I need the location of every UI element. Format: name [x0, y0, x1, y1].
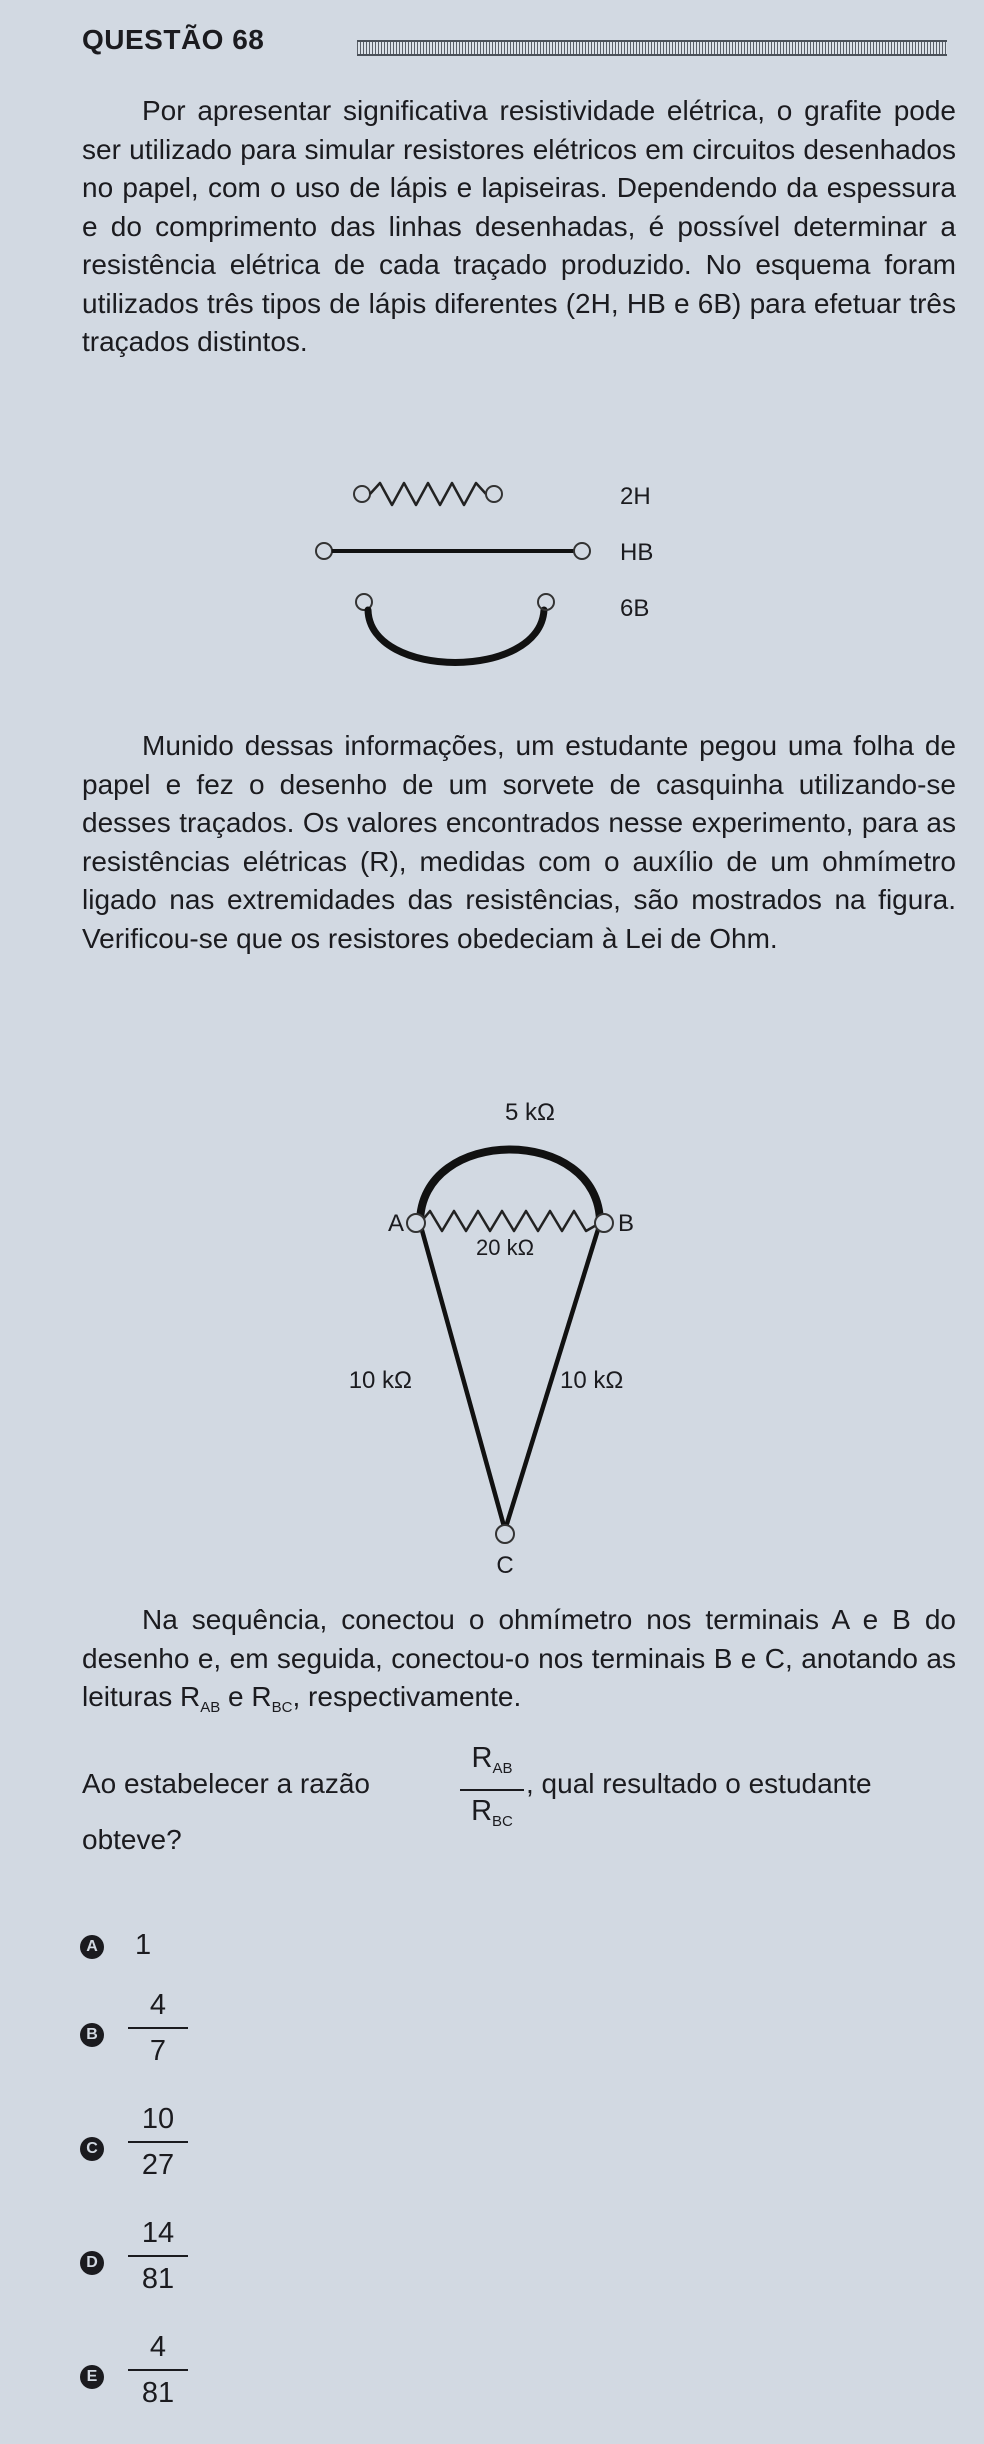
answer-options — [80, 1925, 480, 2425]
experiment-paragraph: Munido dessas informações, um estudante pegou uma folha de papel e fez o desenho de um sorvete de casquinha utilizando-se desses traçados. Os valores encontrados nesse experimento, para as resistências elétricas (R), medidas com o auxílio de um ohmímetro ligado nas extremidades das resistências, são mostrados na figura. Verificou-se que os resistores obedeciam à Lei de Ohm. — [82, 730, 956, 954]
legend-label-6b: 6B — [620, 595, 650, 622]
option-d[interactable] — [80, 2215, 380, 2307]
option-b-fraction — [128, 1987, 188, 2069]
ratio-numerator: $R_{AB}$ — [471, 1742, 513, 1777]
ratio-prefix: Ao estabelecer a razão — [82, 1768, 370, 1799]
ratio-question — [82, 1740, 962, 1860]
node-label-a: A — [388, 1210, 405, 1237]
option-c-den: 27 — [141, 2149, 175, 2181]
ratio-denominator: $R_{BC}$ — [471, 1795, 513, 1830]
ratio-end: obteve? — [82, 1824, 182, 1855]
option-d-den: 81 — [141, 2263, 175, 2295]
option-c-bar — [128, 2141, 188, 2143]
option-letter-a: A — [80, 1935, 104, 1959]
terminal-c — [496, 1525, 514, 1543]
zigzag-2h — [420, 1211, 600, 1231]
option-a[interactable] — [80, 1925, 380, 1965]
option-b-bar — [128, 2027, 188, 2029]
measurement-paragraph: Na sequência, conectou o ohmímetro nos terminais A e B do desenho e, em seguida, conectou-o nos terminais B e C, anotando as leituras $R_{AB}$ e $R_{BC}$, respectivamente. — [82, 1604, 956, 1716]
header-rule — [357, 40, 947, 56]
pencil-legend-diagram — [300, 460, 680, 700]
option-d-num: 14 — [141, 2217, 175, 2249]
ratio-suffix: , qual resultado o estudante — [526, 1768, 872, 1799]
option-e-bar — [128, 2369, 188, 2371]
option-d-fraction — [128, 2215, 188, 2297]
left-side-resistance: 10 kΩ — [348, 1367, 412, 1394]
legend-2h — [354, 483, 651, 510]
node-label-b: B — [618, 1210, 635, 1237]
ratio-fraction — [460, 1740, 524, 1840]
question-header — [82, 22, 962, 68]
node-label-c: C — [496, 1552, 514, 1579]
option-c[interactable] — [80, 2101, 380, 2193]
legend-label-2h: 2H — [620, 483, 651, 510]
option-b-den: 7 — [149, 2035, 167, 2067]
option-e-num: 4 — [149, 2331, 167, 2363]
intro-paragraph: Por apresentar significativa resistividade elétrica, o grafite pode ser utilizado para simular resistores elétricos em circuitos desenhados no papel, com o uso de lápis e lapiseiras. Dependendo da espessura e do comprimento das linhas desenhadas, é possível determinar a resistência elétrica de cada traçado produzido. No esquema foram utilizados três tipos de lápis diferentes (2H, HB e 6B) para efetuar três traçados distintos. — [82, 95, 956, 357]
legend-hb — [316, 539, 653, 566]
ice-cream-circuit-diagram — [348, 1085, 670, 1585]
option-letter-d: D — [80, 2251, 104, 2275]
option-c-fraction — [128, 2101, 188, 2183]
legend-6b — [356, 594, 649, 663]
terminal-b — [595, 1214, 613, 1232]
option-a-value: 1 — [135, 1929, 152, 1961]
option-e-den: 81 — [141, 2377, 175, 2409]
option-e[interactable] — [80, 2329, 380, 2421]
legend-label-hb: HB — [620, 539, 654, 566]
option-c-num: 10 — [141, 2103, 175, 2135]
option-letter-c: C — [80, 2137, 104, 2161]
option-d-bar — [128, 2255, 188, 2257]
option-b[interactable] — [80, 1987, 380, 2079]
terminal-a — [407, 1214, 425, 1232]
option-letter-e: E — [80, 2365, 104, 2389]
option-b-num: 4 — [149, 1989, 167, 2021]
ratio-bar — [460, 1789, 524, 1791]
question-title: QUESTÃO 68 — [82, 24, 265, 55]
right-side-resistance: 10 kΩ — [560, 1367, 624, 1394]
zigzag-resistance: 20 kΩ — [475, 1235, 535, 1260]
option-letter-b: B — [80, 2023, 104, 2047]
top-arc-resistance: 5 kΩ — [505, 1099, 555, 1126]
option-e-fraction — [128, 2329, 188, 2411]
left-side-hb — [420, 1223, 505, 1530]
